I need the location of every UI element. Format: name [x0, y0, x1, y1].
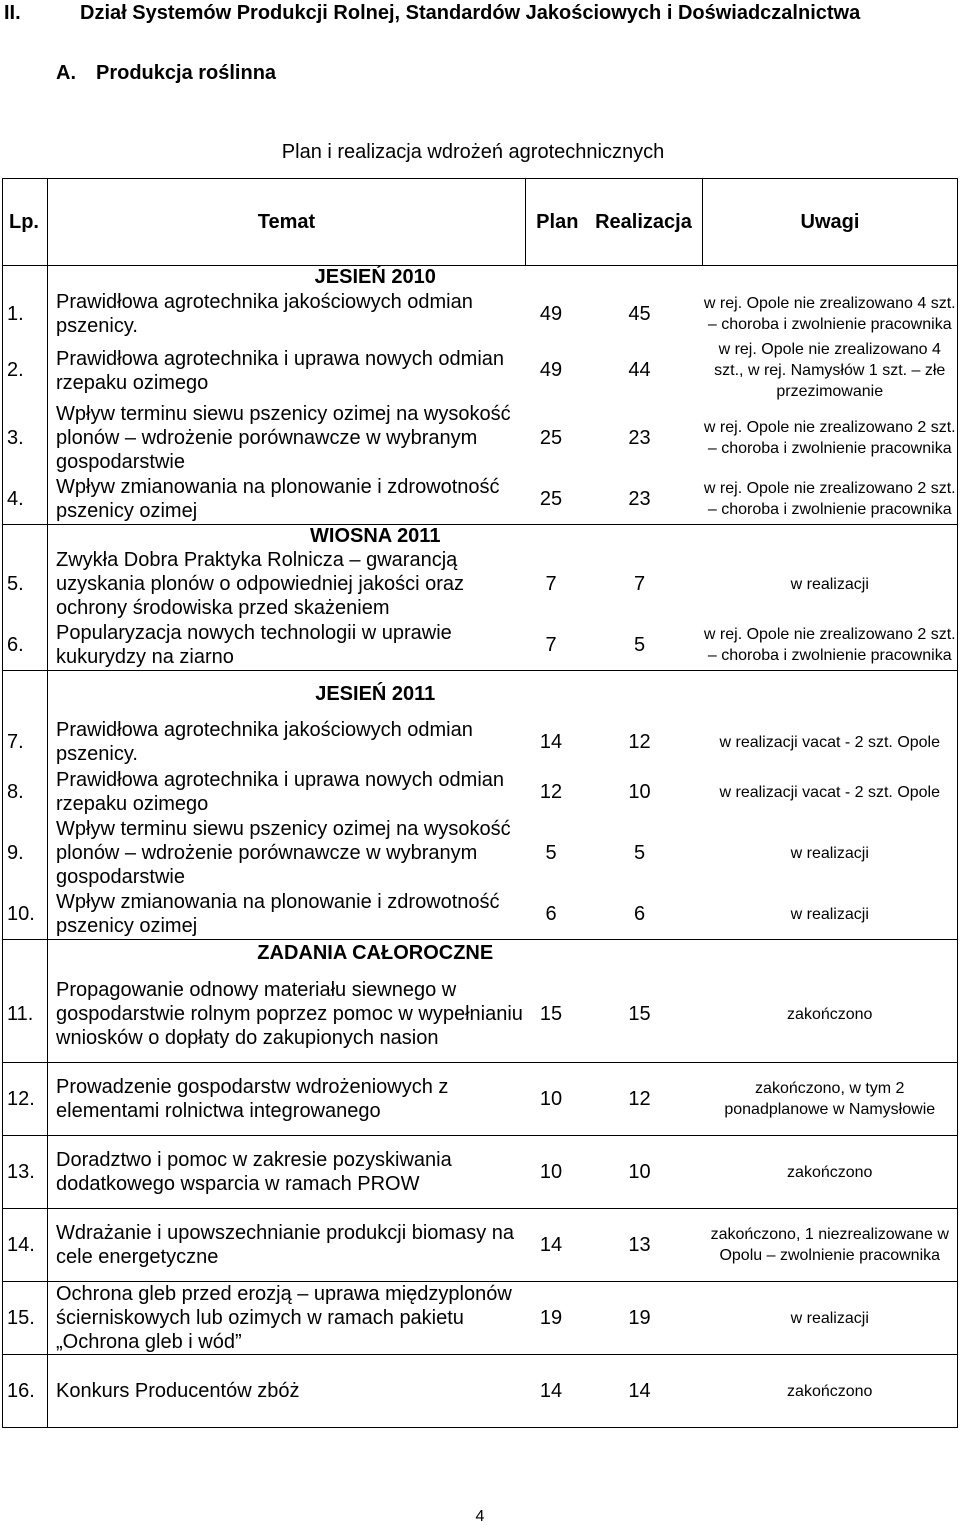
row-realizacja: 14 — [577, 1355, 703, 1428]
row-plan: 7 — [545, 572, 557, 595]
row-notes: w realizacji — [703, 817, 958, 889]
section-uwagi-spacer — [703, 671, 958, 718]
table-row — [3, 1209, 958, 1282]
row-topic: Wpływ terminu siewu pszenicy ozimej na wysokość plonów – wdrożenie porównawcze w wybranym gospodarstwie — [56, 403, 511, 473]
col-header-temat: Temat — [48, 179, 526, 266]
row-plan: 49 — [539, 359, 563, 381]
row-plan: 5 — [545, 841, 557, 864]
row-realizacja: 23 — [628, 426, 651, 449]
table-row — [3, 889, 958, 940]
row-plan: 14 — [539, 730, 563, 753]
row-topic: Prawidłowa agrotechnika jakościowych odmian pszenicy. — [56, 719, 473, 765]
page-number: 4 — [475, 1508, 485, 1525]
row-topic: Prawidłowa agrotechnika i uprawa nowych odmian rzepaku ozimego — [56, 347, 505, 394]
row-notes: w realizacji — [703, 548, 958, 620]
section-label: JESIEŃ 2010 — [314, 266, 436, 288]
section-lp-spacer — [3, 671, 48, 718]
row-topic: Konkurs Producentów zbóż — [48, 1355, 526, 1428]
row-notes: w realizacji vacat - 2 szt. Opole — [703, 717, 958, 767]
row-notes: zakończono, w tym 2 ponadplanowe w Namysłowie — [703, 1063, 958, 1136]
row-number: 9. — [3, 817, 48, 889]
row-realizacja: 15 — [577, 966, 703, 1063]
row-number: 2. — [3, 339, 48, 402]
row-realizacja: 7 — [633, 572, 646, 595]
table-row — [3, 717, 958, 767]
row-number: 16. — [3, 1355, 48, 1428]
row-realizacja: 44 — [628, 359, 651, 381]
row-notes: zakończono, 1 niezrealizowane w Opolu – zwolnienie pracownika — [703, 1209, 958, 1282]
row-number: 5. — [3, 548, 48, 620]
subsection-number: A. — [56, 62, 76, 84]
row-number: 3. — [3, 402, 48, 474]
row-topic: Wpływ terminu siewu pszenicy ozimej na wysokość plonów – wdrożenie porównawcze w wybranym gospodarstwie — [56, 818, 511, 888]
subsection-heading — [56, 62, 276, 85]
col-header-uwagi: Uwagi — [703, 179, 958, 266]
row-plan: 14 — [526, 1209, 577, 1282]
row-number: 4. — [3, 474, 48, 525]
row-realizacja: 45 — [628, 302, 651, 325]
row-plan: 25 — [539, 426, 563, 449]
row-realizacja: 19 — [577, 1282, 703, 1355]
section-heading — [4, 2, 860, 25]
plan-table — [2, 178, 958, 1428]
row-plan: 49 — [539, 302, 563, 325]
table-row — [3, 1063, 958, 1136]
row-number: 13. — [3, 1136, 48, 1209]
table-header-row — [3, 179, 958, 266]
row-number: 1. — [3, 289, 48, 339]
row-number: 12. — [3, 1063, 48, 1136]
row-plan: 10 — [526, 1136, 577, 1209]
section-row — [3, 940, 958, 967]
table-row — [3, 1282, 958, 1355]
row-notes: w rej. Opole nie zrealizowano 2 szt. – choroba i zwolnienie pracownika — [703, 620, 958, 671]
row-topic: Wdrażanie i upowszechnianie produkcji biomasy na cele energetyczne — [48, 1209, 526, 1282]
table-row — [3, 1355, 958, 1428]
row-number: 15. — [3, 1282, 48, 1355]
row-plan: 7 — [526, 620, 577, 671]
section-uwagi-spacer — [703, 266, 958, 290]
row-notes: w rej. Opole nie zrealizowano 4 szt. – choroba i zwolnienie pracownika — [703, 289, 958, 339]
row-topic: Wpływ zmianowania na plonowanie i zdrowotność pszenicy ozimej — [48, 889, 526, 940]
col-header-lp: Lp. — [3, 179, 48, 266]
section-uwagi-spacer — [703, 940, 958, 967]
row-realizacja: 10 — [628, 780, 651, 803]
table-row — [3, 402, 958, 474]
row-topic: Doradztwo i pomoc w zakresie pozyskiwania dodatkowego wsparcia w ramach PROW — [48, 1136, 526, 1209]
section-uwagi-spacer — [703, 525, 958, 549]
row-number: 8. — [3, 767, 48, 817]
table-row — [3, 767, 958, 817]
row-topic: Prawidłowa agrotechnika jakościowych odmian pszenicy. — [56, 291, 473, 337]
row-plan: 25 — [526, 474, 577, 525]
section-lp-spacer — [3, 940, 48, 967]
row-plan: 15 — [526, 966, 577, 1063]
table-row — [3, 817, 958, 889]
section-title: Dział Systemów Produkcji Rolnej, Standardów Jakościowych i Doświadczalnictwa — [80, 2, 861, 24]
section-label: WIOSNA 2011 — [310, 525, 441, 547]
col-header-plan: Plan — [536, 210, 579, 233]
row-topic: Propagowanie odnowy materiału siewnego w gospodarstwie rolnym poprzez pomoc w wypełnianiu wniosków o dopłaty do zakupionych nasion — [48, 966, 526, 1063]
row-number: 10. — [3, 889, 48, 940]
table-row — [3, 620, 958, 671]
row-notes: zakończono — [703, 1355, 958, 1428]
row-topic: Wpływ zmianowania na plonowanie i zdrowotność pszenicy ozimej — [48, 474, 526, 525]
subsection-title: Produkcja roślinna — [96, 62, 277, 84]
section-lp-spacer — [3, 266, 48, 290]
row-topic: Zwykła Dobra Praktyka Rolnicza – gwarancją uzyskania plonów o odpowiedniej jakości oraz ochrony środowiska przed skażeniem — [56, 549, 465, 619]
row-realizacja: 5 — [633, 841, 646, 864]
table-row — [3, 1136, 958, 1209]
row-plan: 19 — [526, 1282, 577, 1355]
row-notes: w rej. Opole nie zrealizowano 2 szt. – choroba i zwolnienie pracownika — [703, 474, 958, 525]
row-notes: w realizacji — [703, 1282, 958, 1355]
section-number: II. — [4, 2, 21, 24]
table-row — [3, 339, 958, 402]
row-plan: 6 — [526, 889, 577, 940]
row-notes: w realizacji vacat - 2 szt. Opole — [703, 767, 958, 817]
row-notes: zakończono — [703, 966, 958, 1063]
section-label: ZADANIA CAŁOROCZNE — [48, 940, 703, 967]
row-number: 14. — [3, 1209, 48, 1282]
table-row — [3, 289, 958, 339]
row-realizacja: 10 — [577, 1136, 703, 1209]
row-notes: w realizacji — [703, 889, 958, 940]
row-notes: w rej. Opole nie zrealizowano 2 szt. – choroba i zwolnienie pracownika — [703, 402, 958, 474]
row-plan: 10 — [526, 1063, 577, 1136]
row-realizacja: 12 — [577, 1063, 703, 1136]
section-row — [3, 266, 958, 290]
section-row — [3, 525, 958, 549]
col-header-realizacja: Realizacja — [595, 210, 692, 233]
row-topic: Ochrona gleb przed erozją – uprawa międzyplonów ścierniskowych lub ozimych w ramach pakietu „Ochrona gleb i wód” — [48, 1282, 526, 1355]
table-row — [3, 474, 958, 525]
row-realizacja: 5 — [577, 620, 703, 671]
table-title: Plan i realizacja wdrożeń agrotechnicznych — [281, 141, 665, 163]
row-number: 7. — [3, 717, 48, 767]
row-notes: zakończono — [703, 1136, 958, 1209]
row-plan: 12 — [539, 780, 563, 803]
section-row — [3, 671, 958, 718]
row-number: 6. — [3, 620, 48, 671]
table-row — [3, 966, 958, 1063]
row-notes: w rej. Opole nie zrealizowano 4 szt., w rej. Namysłów 1 szt. – złe przezimowanie — [703, 339, 958, 402]
row-topic: Prowadzenie gospodarstw wdrożeniowych z elementami rolnictwa integrowanego — [48, 1063, 526, 1136]
section-lp-spacer — [3, 525, 48, 549]
row-realizacja: 23 — [577, 474, 703, 525]
col-header-plan-realizacja — [526, 179, 703, 266]
table-row — [3, 548, 958, 620]
row-realizacja: 6 — [577, 889, 703, 940]
row-topic: Popularyzacja nowych technologii w uprawie kukurydzy na ziarno — [48, 620, 526, 671]
row-plan: 14 — [526, 1355, 577, 1428]
row-realizacja: 12 — [628, 730, 651, 753]
row-realizacja: 13 — [577, 1209, 703, 1282]
row-topic: Prawidłowa agrotechnika i uprawa nowych odmian rzepaku ozimego — [56, 769, 505, 815]
row-number: 11. — [3, 966, 48, 1063]
section-label: JESIEŃ 2011 — [315, 682, 436, 705]
